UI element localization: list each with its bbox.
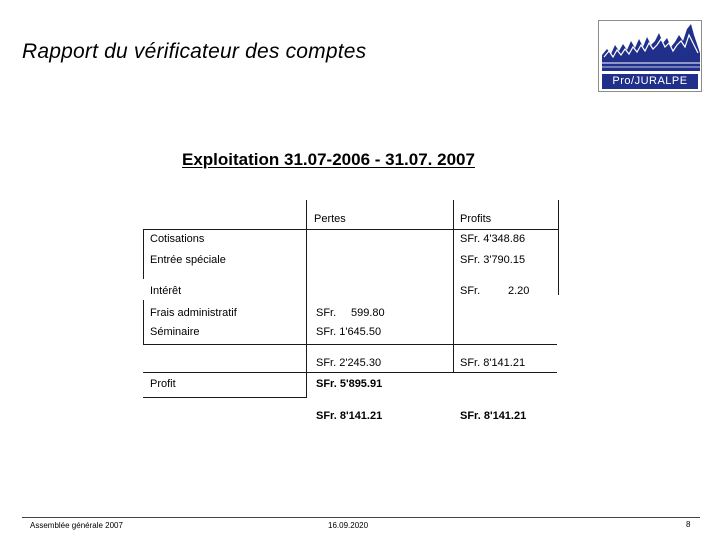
pertes-column-rule [306, 200, 307, 397]
page-number: 8 [686, 520, 691, 529]
table-left-border [143, 229, 144, 279]
subtotal-pertes: SFr. 2'245.30 [316, 357, 382, 369]
profit-interet-prefix: SFr. [460, 285, 481, 297]
subtotal-bottom-rule [143, 372, 557, 373]
table-left-border-lower [143, 300, 144, 345]
report-subtitle: Exploitation 31.07-2006 - 31.07. 2007 [182, 150, 475, 169]
profits-header: Profits [460, 213, 492, 225]
row-label-profit: Profit [150, 378, 176, 390]
table-top-rule [143, 229, 558, 230]
row-label-seminaire: Séminaire [150, 326, 200, 338]
profit-row-bottom-rule [143, 397, 307, 398]
footer-event: Assemblée générale 2007 [30, 521, 123, 530]
slide-title: Rapport du vérificateur des comptes [22, 40, 367, 63]
total-pertes: SFr. 8'141.21 [316, 410, 383, 422]
row-label-entree: Entrée spéciale [150, 254, 226, 266]
profit-entree: SFr. 3'790.15 [460, 254, 526, 266]
footer-rule [22, 517, 700, 518]
subtotal-profits: SFr. 8'141.21 [460, 357, 526, 369]
profit-interet-value: 2.20 [508, 285, 530, 297]
profits-column-rule-lower [453, 344, 454, 372]
pro-juralpe-logo [598, 20, 702, 92]
right-border [558, 200, 559, 295]
profits-column-rule [453, 200, 454, 344]
perte-profit: SFr. 5'895.91 [316, 378, 383, 390]
subtotal-rule [143, 344, 557, 345]
logo-text: Pro/JURALPE [602, 74, 698, 89]
row-label-frais: Frais administratif [150, 307, 237, 319]
profit-cotisations: SFr. 4'348.86 [460, 233, 526, 245]
pertes-header: Pertes [314, 213, 346, 225]
perte-frais-prefix: SFr. [316, 307, 337, 319]
footer-date: 16.09.2020 [328, 521, 369, 530]
row-label-interet: Intérêt [150, 285, 182, 297]
total-profits: SFr. 8'141.21 [460, 410, 527, 422]
perte-frais-value: 599.80 [351, 307, 385, 319]
row-label-cotisations: Cotisations [150, 233, 205, 245]
perte-seminaire: SFr. 1'645.50 [316, 326, 382, 338]
